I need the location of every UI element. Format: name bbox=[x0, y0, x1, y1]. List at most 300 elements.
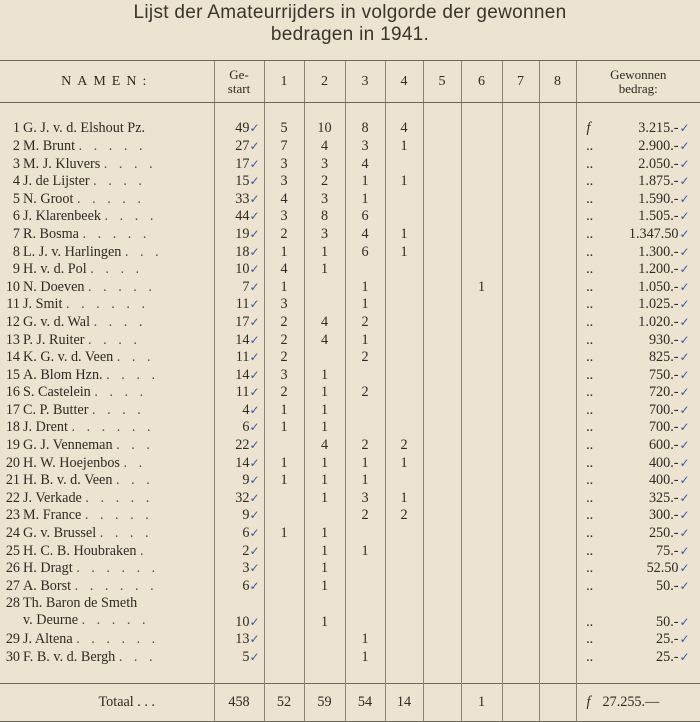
place-6-count bbox=[461, 578, 502, 596]
place-5-count bbox=[423, 120, 461, 138]
starts-cell bbox=[214, 190, 264, 208]
starts-cell bbox=[214, 525, 264, 543]
starts-count: 10 bbox=[235, 614, 250, 631]
amount-value: 325.- bbox=[648, 489, 679, 506]
total-place-4: 14 bbox=[385, 684, 423, 722]
place-3-count bbox=[345, 595, 385, 631]
place-2-count: 1 bbox=[304, 261, 345, 279]
place-4-count bbox=[385, 208, 423, 226]
check-mark-icon: ✓ bbox=[679, 332, 690, 347]
starts-count: 44 bbox=[235, 208, 250, 225]
place-1-count bbox=[264, 490, 304, 508]
place-6-count bbox=[461, 190, 502, 208]
place-4-count bbox=[385, 331, 423, 349]
rank-number: 5 bbox=[12, 190, 20, 207]
check-mark-icon: ✓ bbox=[249, 632, 260, 647]
starts-cell bbox=[214, 454, 264, 472]
starts-cell bbox=[214, 296, 264, 314]
place-2-count bbox=[304, 278, 345, 296]
amount-cell bbox=[576, 542, 700, 560]
amount-cell bbox=[576, 208, 700, 226]
place-5-count bbox=[423, 578, 461, 596]
rank-number: 29 bbox=[5, 631, 20, 648]
place-2-count: 4 bbox=[304, 314, 345, 332]
place-7-count bbox=[502, 649, 539, 667]
title-line-1: Lijst der Amateurrijders in volgorde der gewonnen bbox=[133, 2, 567, 23]
amount-value: 300.- bbox=[648, 507, 679, 524]
place-1-count bbox=[264, 542, 304, 560]
place-3-count: 2 bbox=[345, 349, 385, 367]
place-1-count: 1 bbox=[264, 278, 304, 296]
starts-cell bbox=[214, 173, 264, 191]
place-6-count bbox=[461, 631, 502, 649]
table-row bbox=[0, 155, 700, 173]
place-5-count bbox=[423, 296, 461, 314]
place-7-count bbox=[502, 278, 539, 296]
rank-number: 15 bbox=[5, 366, 20, 383]
amount-value: 1.875.- bbox=[638, 173, 679, 190]
place-6-count bbox=[461, 507, 502, 525]
table-row bbox=[0, 349, 700, 367]
place-5-count bbox=[423, 173, 461, 191]
place-4-count bbox=[385, 419, 423, 437]
place-3-count: 6 bbox=[345, 208, 385, 226]
place-2-count: 1 bbox=[304, 454, 345, 472]
place-1-count: 3 bbox=[264, 173, 304, 191]
place-8-count bbox=[539, 314, 576, 332]
check-mark-icon: ✓ bbox=[249, 332, 260, 347]
amount-value: 25.- bbox=[656, 631, 679, 648]
place-6-count bbox=[461, 560, 502, 578]
total-place-1: 52 bbox=[264, 684, 304, 722]
place-3-count: 1 bbox=[345, 331, 385, 349]
rank-number: 2 bbox=[12, 137, 20, 154]
amount-value: 750.- bbox=[648, 366, 679, 383]
amount-value: 52.50 bbox=[646, 560, 679, 577]
place-6-count bbox=[461, 419, 502, 437]
leader-dots: . . . . bbox=[99, 525, 153, 542]
table-row bbox=[0, 278, 700, 296]
check-mark-icon: ✓ bbox=[249, 191, 260, 206]
amount-value: 400.- bbox=[648, 454, 679, 471]
check-mark-icon: ✓ bbox=[249, 420, 260, 435]
place-5-count bbox=[423, 419, 461, 437]
starts-count: 10 bbox=[235, 261, 250, 278]
rank-number: 17 bbox=[5, 401, 20, 418]
table-row bbox=[0, 226, 700, 244]
place-6-count bbox=[461, 314, 502, 332]
place-4-count bbox=[385, 366, 423, 384]
check-mark-icon: ✓ bbox=[679, 490, 690, 505]
header-place-3: 3 bbox=[345, 61, 385, 103]
rider-name: H. v. d. Pol bbox=[23, 261, 87, 278]
amount-cell bbox=[576, 507, 700, 525]
place-4-count bbox=[385, 595, 423, 631]
place-6-count bbox=[461, 261, 502, 279]
amount-cell bbox=[576, 138, 700, 156]
place-8-count bbox=[539, 120, 576, 138]
leader-dots: . . . . bbox=[94, 384, 148, 401]
starts-cell bbox=[214, 349, 264, 367]
rider-name: L. J. v. Harlingen bbox=[23, 243, 122, 260]
rider-name-cell bbox=[0, 261, 214, 279]
amount-cell bbox=[576, 454, 700, 472]
place-8-count bbox=[539, 296, 576, 314]
starts-cell bbox=[214, 208, 264, 226]
currency-mark: .. bbox=[586, 454, 594, 471]
place-1-count bbox=[264, 507, 304, 525]
place-2-count bbox=[304, 631, 345, 649]
check-mark-icon: ✓ bbox=[679, 121, 690, 136]
rider-name: A. Blom Hzn. bbox=[23, 366, 103, 383]
place-1-count: 2 bbox=[264, 226, 304, 244]
place-3-count: 2 bbox=[345, 314, 385, 332]
place-2-count: 2 bbox=[304, 173, 345, 191]
starts-count: 14 bbox=[235, 454, 250, 471]
starts-count: 14 bbox=[235, 331, 250, 348]
place-2-count: 1 bbox=[304, 419, 345, 437]
rider-name: J. Drent bbox=[23, 419, 68, 436]
table-header-row bbox=[0, 61, 700, 103]
leader-dots: . . . . bbox=[93, 313, 147, 330]
leader-dots: . . . . . bbox=[88, 278, 156, 295]
starts-count: 19 bbox=[235, 225, 250, 242]
check-mark-icon: ✓ bbox=[249, 297, 260, 312]
place-7-count bbox=[502, 120, 539, 138]
starts-count: 13 bbox=[235, 631, 250, 648]
amount-cell bbox=[576, 261, 700, 279]
starts-cell bbox=[214, 631, 264, 649]
place-3-count bbox=[345, 402, 385, 420]
place-2-count: 1 bbox=[304, 366, 345, 384]
place-8-count bbox=[539, 419, 576, 437]
place-4-count bbox=[385, 314, 423, 332]
rider-name: G. v. Brussel bbox=[23, 525, 97, 542]
place-5-count bbox=[423, 278, 461, 296]
amount-cell bbox=[576, 649, 700, 667]
rider-name: A. Borst bbox=[23, 577, 72, 594]
header-place-5: 5 bbox=[423, 61, 461, 103]
leader-dots: . . . . . bbox=[78, 137, 147, 154]
leader-dots: . . . . bbox=[90, 261, 144, 278]
leader-dots: . . . . bbox=[91, 401, 145, 418]
place-2-count: 4 bbox=[304, 437, 345, 455]
place-3-count bbox=[345, 419, 385, 437]
place-2-count: 1 bbox=[304, 578, 345, 596]
place-7-count bbox=[502, 190, 539, 208]
rider-name-cell bbox=[0, 296, 214, 314]
rider-name-cell bbox=[0, 595, 214, 631]
starts-cell bbox=[214, 314, 264, 332]
currency-mark: .. bbox=[586, 243, 594, 260]
place-7-count bbox=[502, 472, 539, 490]
place-4-count: 1 bbox=[385, 243, 423, 261]
table-row bbox=[0, 331, 700, 349]
header-place-2: 2 bbox=[304, 61, 345, 103]
rider-name-cell bbox=[0, 366, 214, 384]
place-6-count bbox=[461, 454, 502, 472]
rider-name-cell bbox=[0, 402, 214, 420]
place-4-count bbox=[385, 525, 423, 543]
rank-number: 4 bbox=[12, 173, 20, 190]
place-7-count bbox=[502, 631, 539, 649]
rider-name: H. Dragt bbox=[23, 560, 73, 577]
place-6-count bbox=[461, 296, 502, 314]
place-7-count bbox=[502, 155, 539, 173]
rank-number: 24 bbox=[5, 525, 20, 542]
check-mark-icon: ✓ bbox=[679, 561, 690, 576]
starts-cell bbox=[214, 578, 264, 596]
rider-name-cell bbox=[0, 384, 214, 402]
check-mark-icon: ✓ bbox=[679, 455, 690, 470]
place-3-count bbox=[345, 578, 385, 596]
rider-name-cell bbox=[0, 649, 214, 667]
starts-count: 17 bbox=[235, 313, 250, 330]
starts-count: 7 bbox=[242, 278, 250, 295]
place-5-count bbox=[423, 542, 461, 560]
table-row bbox=[0, 472, 700, 490]
check-mark-icon: ✓ bbox=[249, 350, 260, 365]
check-mark-icon: ✓ bbox=[249, 578, 260, 593]
rank-number: 14 bbox=[5, 349, 20, 366]
place-5-count bbox=[423, 402, 461, 420]
place-8-count bbox=[539, 595, 576, 631]
starts-cell bbox=[214, 507, 264, 525]
place-6-count bbox=[461, 349, 502, 367]
place-4-count: 1 bbox=[385, 454, 423, 472]
check-mark-icon: ✓ bbox=[679, 244, 690, 259]
place-7-count bbox=[502, 349, 539, 367]
place-3-count: 1 bbox=[345, 631, 385, 649]
rider-name: M. J. Kluvers bbox=[23, 155, 101, 172]
rider-name: J. Klarenbeek bbox=[23, 208, 101, 225]
table-row bbox=[0, 542, 700, 560]
amount-cell bbox=[576, 349, 700, 367]
check-mark-icon: ✓ bbox=[249, 385, 260, 400]
place-7-count bbox=[502, 331, 539, 349]
place-5-count bbox=[423, 155, 461, 173]
total-label-cell bbox=[0, 684, 214, 722]
check-mark-icon: ✓ bbox=[679, 209, 690, 224]
place-2-count bbox=[304, 296, 345, 314]
amount-value: 1.200.- bbox=[638, 261, 679, 278]
place-4-count: 4 bbox=[385, 120, 423, 138]
table-row bbox=[0, 173, 700, 191]
amount-value: 720.- bbox=[648, 384, 679, 401]
rider-name-cell bbox=[0, 454, 214, 472]
starts-count: 32 bbox=[235, 489, 250, 506]
amount-cell bbox=[576, 490, 700, 508]
place-4-count bbox=[385, 631, 423, 649]
leader-dots: . . . . . . bbox=[71, 419, 155, 436]
amount-value: 75.- bbox=[656, 542, 679, 559]
amount-value: 25.- bbox=[656, 649, 679, 666]
place-6-count bbox=[461, 490, 502, 508]
amount-cell bbox=[576, 173, 700, 191]
amount-cell bbox=[576, 120, 700, 138]
check-mark-icon: ✓ bbox=[249, 244, 260, 259]
place-2-count: 1 bbox=[304, 542, 345, 560]
currency-mark: .. bbox=[586, 225, 594, 242]
place-8-count bbox=[539, 208, 576, 226]
rank-number: 27 bbox=[5, 577, 20, 594]
starts-cell bbox=[214, 472, 264, 490]
rider-name: N. Groot bbox=[23, 190, 74, 207]
place-5-count bbox=[423, 437, 461, 455]
place-4-count bbox=[385, 649, 423, 667]
place-3-count bbox=[345, 560, 385, 578]
place-3-count: 2 bbox=[345, 437, 385, 455]
rider-name: N. Doeven bbox=[23, 278, 85, 295]
table-row bbox=[0, 490, 700, 508]
rank-number: 23 bbox=[5, 507, 20, 524]
place-3-count: 8 bbox=[345, 120, 385, 138]
starts-count: 5 bbox=[242, 649, 250, 666]
check-mark-icon: ✓ bbox=[249, 367, 260, 382]
place-7-count bbox=[502, 138, 539, 156]
rider-name-cell bbox=[0, 138, 214, 156]
leader-dots: . . . . bbox=[103, 155, 157, 172]
rider-name-cell bbox=[0, 490, 214, 508]
currency-mark: .. bbox=[586, 137, 594, 154]
place-4-count: 1 bbox=[385, 490, 423, 508]
place-3-count: 1 bbox=[345, 278, 385, 296]
rank-number: 13 bbox=[5, 331, 20, 348]
place-5-count bbox=[423, 243, 461, 261]
rider-name: C. P. Butter bbox=[23, 401, 89, 418]
rank-number: 1 bbox=[12, 120, 20, 137]
place-1-count: 2 bbox=[264, 349, 304, 367]
place-7-count bbox=[502, 173, 539, 191]
header-amount-line2: bedrag: bbox=[618, 80, 658, 96]
header-place-4: 4 bbox=[385, 61, 423, 103]
starts-cell bbox=[214, 155, 264, 173]
check-mark-icon: ✓ bbox=[679, 156, 690, 171]
place-8-count bbox=[539, 173, 576, 191]
place-7-count bbox=[502, 419, 539, 437]
check-mark-icon: ✓ bbox=[249, 402, 260, 417]
table-row bbox=[0, 261, 700, 279]
place-6-count bbox=[461, 384, 502, 402]
check-mark-icon: ✓ bbox=[679, 615, 690, 630]
check-mark-icon: ✓ bbox=[249, 543, 260, 558]
header-names: NAMEN: bbox=[0, 61, 214, 103]
total-place-3: 54 bbox=[345, 684, 385, 722]
amount-cell bbox=[576, 226, 700, 244]
leader-dots: . . . bbox=[116, 349, 155, 366]
place-1-count: 3 bbox=[264, 296, 304, 314]
place-5-count bbox=[423, 472, 461, 490]
rider-name-cell bbox=[0, 208, 214, 226]
place-1-count: 2 bbox=[264, 314, 304, 332]
place-2-count: 1 bbox=[304, 243, 345, 261]
table-row bbox=[0, 631, 700, 649]
leader-dots: . . . . . bbox=[85, 489, 154, 506]
place-8-count bbox=[539, 155, 576, 173]
starts-count: 14 bbox=[235, 366, 250, 383]
rider-name-cell bbox=[0, 472, 214, 490]
place-7-count bbox=[502, 243, 539, 261]
rank-number: 28 bbox=[5, 595, 20, 612]
place-8-count bbox=[539, 560, 576, 578]
place-8-count bbox=[539, 366, 576, 384]
check-mark-icon: ✓ bbox=[249, 314, 260, 329]
leader-dots: . . . . . bbox=[84, 507, 153, 524]
leader-dots: . . . . . bbox=[81, 612, 150, 629]
total-place-5 bbox=[423, 684, 461, 722]
place-8-count bbox=[539, 402, 576, 420]
rider-name-cell bbox=[0, 331, 214, 349]
leader-dots: . . . . bbox=[104, 208, 158, 225]
check-mark-icon: ✓ bbox=[679, 226, 690, 241]
place-6-count bbox=[461, 226, 502, 244]
check-mark-icon: ✓ bbox=[249, 156, 260, 171]
place-5-count bbox=[423, 349, 461, 367]
currency-mark: .. bbox=[586, 173, 594, 190]
check-mark-icon: ✓ bbox=[249, 226, 260, 241]
place-4-count: 1 bbox=[385, 173, 423, 191]
place-1-count: 1 bbox=[264, 419, 304, 437]
starts-count: 33 bbox=[235, 190, 250, 207]
place-4-count bbox=[385, 560, 423, 578]
place-3-count: 3 bbox=[345, 138, 385, 156]
amount-cell bbox=[576, 472, 700, 490]
place-7-count bbox=[502, 490, 539, 508]
table-row bbox=[0, 120, 700, 138]
currency-mark: .. bbox=[586, 489, 594, 506]
starts-count: 11 bbox=[235, 349, 250, 366]
place-6-count bbox=[461, 120, 502, 138]
rider-name: K. G. v. d. Veen bbox=[23, 349, 114, 366]
amount-value: 50.- bbox=[656, 577, 679, 594]
place-7-count bbox=[502, 261, 539, 279]
rank-number: 11 bbox=[6, 296, 20, 313]
rider-name-cell bbox=[0, 437, 214, 455]
header-place-1: 1 bbox=[264, 61, 304, 103]
place-7-count bbox=[502, 525, 539, 543]
check-mark-icon: ✓ bbox=[679, 350, 690, 365]
place-5-count bbox=[423, 595, 461, 631]
amount-value: 825.- bbox=[648, 349, 679, 366]
place-8-count bbox=[539, 331, 576, 349]
place-1-count bbox=[264, 560, 304, 578]
check-mark-icon: ✓ bbox=[249, 138, 260, 153]
currency-mark: .. bbox=[586, 507, 594, 524]
place-7-count bbox=[502, 314, 539, 332]
place-2-count: 1 bbox=[304, 595, 345, 631]
place-6-count bbox=[461, 243, 502, 261]
rider-name: R. Bosma bbox=[23, 225, 79, 242]
place-6-count bbox=[461, 138, 502, 156]
check-mark-icon: ✓ bbox=[679, 526, 690, 541]
starts-count: 6 bbox=[242, 419, 250, 436]
place-8-count bbox=[539, 437, 576, 455]
starts-count: 9 bbox=[242, 472, 250, 489]
currency-mark: .. bbox=[586, 649, 594, 666]
amount-cell bbox=[576, 384, 700, 402]
amount-cell bbox=[576, 595, 700, 631]
amount-value: 1.347.50 bbox=[628, 225, 679, 242]
starts-cell bbox=[214, 226, 264, 244]
starts-cell bbox=[214, 261, 264, 279]
rank-number: 19 bbox=[5, 437, 20, 454]
amount-value: 2.050.- bbox=[638, 155, 679, 172]
table-row bbox=[0, 525, 700, 543]
starts-count: 2 bbox=[242, 542, 250, 559]
currency-mark: .. bbox=[586, 331, 594, 348]
place-7-count bbox=[502, 595, 539, 631]
total-place-8 bbox=[539, 684, 576, 722]
